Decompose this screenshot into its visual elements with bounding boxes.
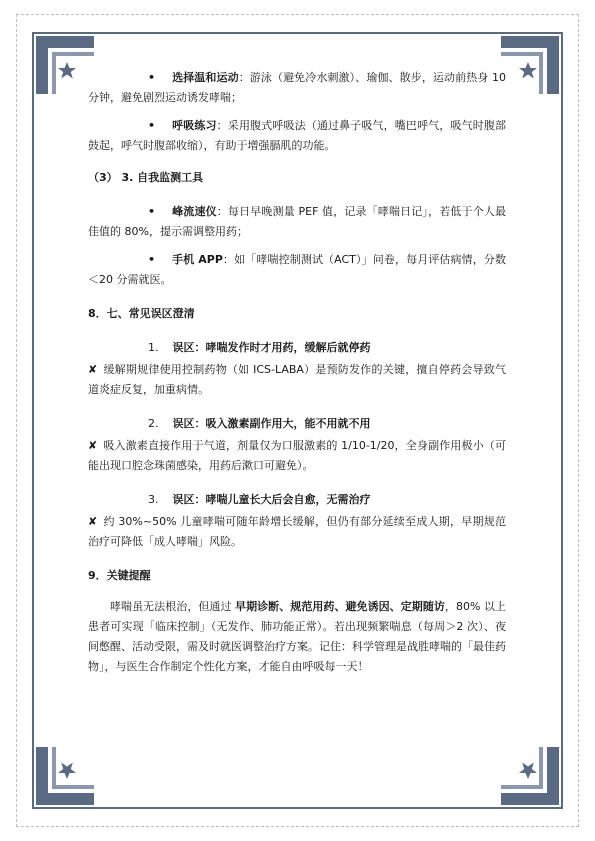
summary-emphasis: 早期诊断、规范用药、避免诱因、定期随访 (235, 600, 445, 613)
myth-title-row (88, 338, 506, 358)
bullet-pef (88, 202, 506, 242)
myth-number: 2. (148, 417, 159, 430)
bullet-breathing (88, 116, 506, 156)
bullet-label: 选择温和运动 (172, 71, 239, 84)
corner-ornament-bottom-right (501, 747, 559, 805)
bullet-text: ：游泳（避免冷水刺激）、瑜伽、散步，运动前热身 10 分钟，避免剧烈运动诱发哮喘； (88, 71, 507, 104)
section-heading-8: 8．七、常见误区澄清 (88, 304, 506, 324)
bullet-text: ：如「哮喘控制测试（ACT）」问卷，每月评估病情，分数＜20 分需就医。 (88, 253, 506, 286)
cross-icon: ✘ (88, 363, 98, 376)
star-icon (58, 62, 76, 79)
myth-explanation (88, 436, 506, 476)
star-icon (58, 763, 76, 780)
cross-icon: ✘ (88, 515, 98, 528)
cross-icon: ✘ (88, 439, 98, 452)
star-icon (519, 763, 537, 780)
summary-paragraph (88, 597, 506, 677)
myth-title-row (88, 490, 506, 510)
myth-title: 误区：哮喘儿童长大后会自愈，无需治疗 (172, 493, 371, 506)
bullet-dot: • (148, 119, 156, 132)
myth-text: 缓解期规律使用控制药物（如 ICS-LABA）是预防发作的关键，擅自停药会导致气道炎症反复，加重病情。 (88, 363, 506, 396)
bullet-text: ：采用腹式呼吸法（通过鼻子吸气，嘴巴呼气，吸气时腹部鼓起，呼气时腹部收缩），有助于增强膈肌的功能。 (88, 119, 507, 152)
myth-title: 误区：哮喘发作时才用药，缓解后就停药 (172, 341, 371, 354)
myth-number: 1. (148, 341, 159, 354)
document-body (88, 68, 506, 688)
summary-text-2: ，80% 以上患者可实现「临床控制」（无发作、肺功能正常）。若出现频繁喘息（每周＞2 次）、夜间憋醒、活动受限，需及时就医调整治疗方案。记住：科学管理是战胜哮喘的「最佳药物」，与医生合作制定个性化方案，才能自由呼吸每一天！ (88, 600, 507, 673)
bullet-label: 峰流速仪 (172, 205, 217, 218)
bullet-label: 手机 APP (172, 253, 223, 266)
corner-ornament-bottom-left (36, 747, 94, 805)
bullet-dot: • (148, 71, 156, 84)
bullet-exercise (88, 68, 506, 108)
bullet-text: ：每日早晚测量 PEF 值，记录「哮喘日记」，若低于个人最佳值的 80%，提示需调整用药； (88, 205, 506, 238)
bullet-dot: • (148, 253, 156, 266)
myth-explanation (88, 512, 506, 552)
star-icon (519, 62, 537, 79)
myth-number: 3. (148, 493, 159, 506)
bullet-label: 呼吸练习 (172, 119, 217, 132)
myth-title-row (88, 414, 506, 434)
section-heading-3: （3） 3. 自我监测工具 (88, 168, 506, 188)
myth-title: 误区：吸入激素副作用大，能不用就不用 (172, 417, 371, 430)
corner-ornament-top-right (501, 36, 559, 94)
myth-explanation (88, 360, 506, 400)
myth-text: 约 30%~50% 儿童哮喘可随年龄增长缓解，但仍有部分延续至成人期，早期规范治疗可降低「成人哮喘」风险。 (88, 515, 506, 548)
section-heading-9: 9．关键提醒 (88, 566, 506, 586)
summary-text-1: 哮喘虽无法根治，但通过 (110, 600, 236, 613)
bullet-app (88, 250, 506, 290)
myth-text: 吸入激素直接作用于气道，剂量仅为口服激素的 1/10-1/20，全身副作用极小（可能出现口腔念珠菌感染，用药后漱口可避免）。 (88, 439, 506, 472)
corner-ornament-top-left (36, 36, 94, 94)
myth-item (88, 490, 506, 552)
myth-item (88, 338, 506, 400)
bullet-dot: • (148, 205, 156, 218)
myth-item (88, 414, 506, 476)
